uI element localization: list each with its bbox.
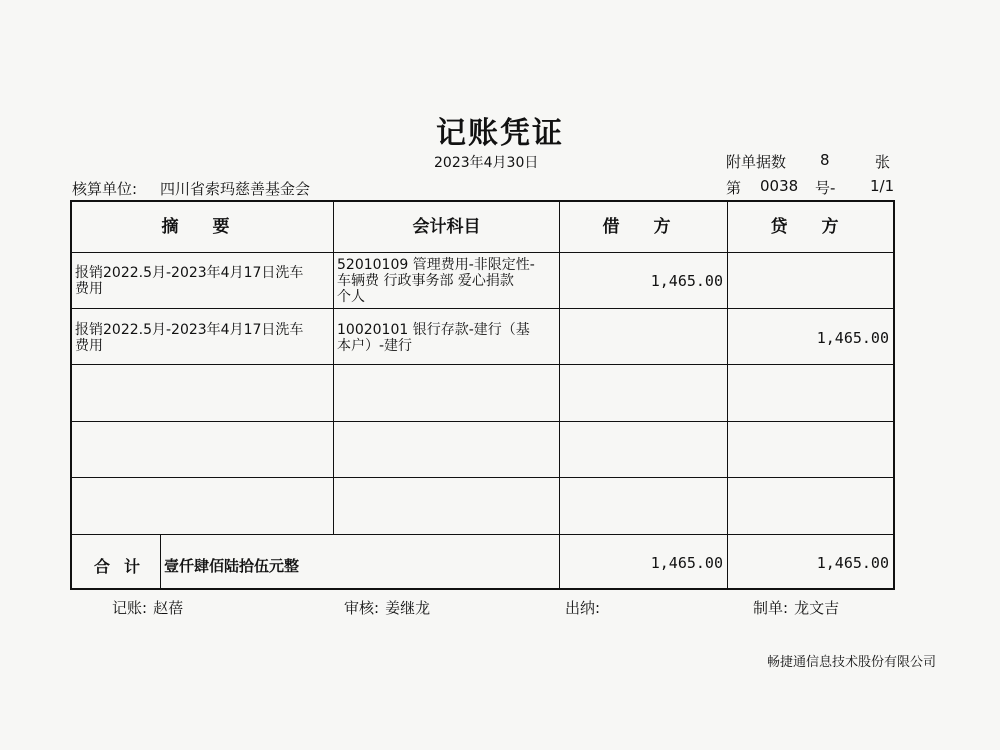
voucher-date: 2023年4月30日: [434, 155, 539, 171]
attachment-label: 附单据数: [726, 153, 787, 171]
accounting-unit-label: 核算单位:: [72, 180, 138, 198]
total-label: 合计: [94, 557, 155, 576]
accounting-unit-name: 四川省索玛慈善基金会: [160, 180, 311, 198]
total-credit-amount: 1,465.00: [816, 554, 889, 572]
auditor-signature: 审核: 姜继龙: [344, 599, 431, 617]
voucher-table: [70, 200, 895, 590]
voucher-number-suffix: 号-: [815, 179, 836, 197]
attachment-unit: 张: [875, 153, 891, 171]
row-divider: [72, 308, 893, 309]
cashier-signature: 出纳:: [565, 599, 601, 617]
total-amount-in-words: 壹仟肆佰陆拾伍元整: [164, 557, 300, 575]
voucher-number-prefix: 第: [726, 179, 742, 197]
entry-debit-amount: 1,465.00: [650, 272, 723, 290]
entry-summary: 报销2022.5月-2023年4月17日洗车 费用: [75, 265, 304, 297]
column-header-credit: 贷 方: [770, 217, 853, 237]
attachment-count: 8: [820, 151, 830, 169]
page-indicator: 1/1: [870, 177, 895, 195]
column-header-debit: 借 方: [602, 217, 685, 237]
page-title: 记账凭证: [436, 116, 564, 151]
column-divider: [160, 534, 161, 590]
entry-summary: 报销2022.5月-2023年4月17日洗车 费用: [75, 322, 304, 354]
row-divider: [72, 477, 893, 478]
column-header-account: 会计科目: [412, 217, 481, 237]
voucher-number: 0038: [760, 177, 799, 195]
total-debit-amount: 1,465.00: [650, 554, 723, 572]
maker-signature: 制单: 龙文吉: [753, 599, 840, 617]
column-divider: [727, 202, 728, 590]
row-divider: [72, 534, 893, 535]
entry-account: 52010109 管理费用-非限定性- 车辆费 行政事务部 爱心捐款 个人: [337, 257, 535, 305]
row-divider: [72, 252, 893, 253]
bookkeeper-signature: 记账: 赵蓓: [112, 599, 184, 617]
column-header-summary: 摘 要: [161, 217, 244, 237]
software-company: 畅捷通信息技术股份有限公司: [766, 655, 936, 670]
entry-credit-amount: 1,465.00: [816, 329, 889, 347]
column-divider: [559, 202, 560, 590]
row-divider: [72, 421, 893, 422]
row-divider: [72, 364, 893, 365]
entry-account: 10020101 银行存款-建行（基 本户）-建行: [337, 322, 530, 354]
